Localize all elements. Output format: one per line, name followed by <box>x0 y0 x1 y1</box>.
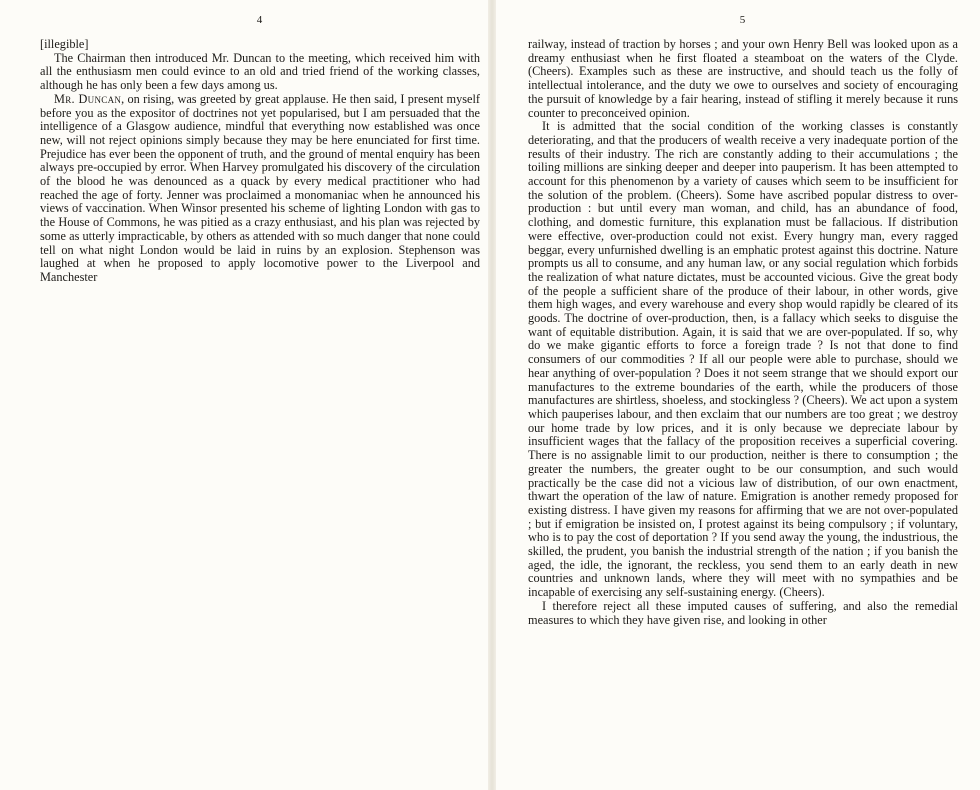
paragraph-gold-law: [illegible] <box>40 37 89 51</box>
page-number-right: 5 <box>739 14 747 26</box>
right-page-text <box>528 38 958 627</box>
paragraph-reject-causes: I therefore reject all these imputed causes of suffering, and also the remedial measures to which they have given rise, and looking in other <box>528 598 958 627</box>
page-number-left: 4 <box>256 14 264 26</box>
speaker-name: Mr. Duncan <box>54 91 122 106</box>
right-page <box>492 0 980 790</box>
left-page-text <box>40 38 480 285</box>
paragraph-chairman: The Chairman then introduced Mr. Duncan to the meeting, which received him with all the enthusiasm men could evince to an old and tried friend of the working classes, although he has only been a few days among us. <box>40 50 480 93</box>
paragraph-social-condition: It is admitted that the social condition of the working classes is constantly deteriorating, and that the producers of wealth receive a very inadequate portion of the results of their industry. The rich are constantly adding to their accumulations ; the toiling millions are sinking deeper and deeper into pauperism. It has been attempted to account for this phenomenon by a variety of causes which seem to be insufficient for the solution of the problem. (Cheers). Some have ascribed popular distress to over-production : but until every man woman, and child, has an abundance of food, clothing, and domestic furniture, this explanation must be fallacious. If distribution were effective, over-production could not exist. Every hungry man, every ragged beggar, every unfurnished dwelling is an emphatic protest against this doctrine. Nature prompts us all to consume, and any human law, or any social regulation which forbids the realization of what nature dictates, must be accounted vicious. Give the great body of the people a sufficient share of the produce of their labour, in other words, give them high wages, and every warehouse and every shop would rapidly be cleared of its goods. The doctrine of over-production, then, is a fallacy which seeks to disguise the want of equitable distribution. Again, it is said that we are over-populated. If so, why do we make gigantic efforts to force a foreign trade ? Is not that done to find consumers of our commodities ? If all our people were able to purchase, should we hear anything of over-population ? Does it not seem strange that we should export our manufactures to the extreme boundaries of the earth, while the producers of those manufactures are shirtless, shoeless, and stockingless ? (Cheers). We act upon a system which pauperises labour, and then exclaim that our numbers are too great ; we destroy our home trade by low prices, and it is only because we depreciate labour by insufficient wages that the fallacy of the proposition receives a superficial covering. There is no assignable limit to our production, neither is there to consumption ; the greater the numbers, the greater ought to be our consumption, and such would practically be the case did not a vicious law of distribution, of our own enactment, thwart the operation of the law of nature. Emigration is another remedy proposed for existing distress. I have given my reasons for affirming that we are not over-populated ; but if emigration be insisted on, I protest against its being compulsory ; if voluntary, who is to pay the cost of deportation ? If you send away the young, the industrious, the skilled, the prudent, you banish the industrial strength of the nation ; if you banish the aged, the idle, the ignorant, the reckless, you send them to an early death in new countries and unknown lands, where they will meet with no sympathies and be incapable of exercising any self-sustaining energy. (Cheers). <box>528 119 958 600</box>
paragraph-duncan-speech <box>40 93 480 285</box>
paragraph-continuation: railway, instead of traction by horses ; and your own Henry Bell was looked upon as a dreamy enthusiast when he first floated a steamboat on the waters of the Clyde. (Cheers). Examples such as these are instructive, and should teach us the folly of intellectual intolerance, and the duty we owe to ourselves and society of encouraging the pursuit of knowledge by a fair hearing, instead of stifling it merely because it runs counter to preconceived opinion. <box>528 37 958 120</box>
speech-text: , on rising, was greeted by great applause. He then said, I present myself before you as the expositor of doctrines not yet popularised, but I am persuaded that the intelligence of a Glasgow audience, mindful that everything now established was once new, will not reject opinions simply because they may be here enunciated for first time. Prejudice has ever been the opponent of truth, and the ground of mental enquiry has been always pre-occupied by error. When Harvey promulgated his discovery of the circulation of the blood he was denounced as a quack by every medical practitioner who had reached the age of forty. Jenner was proclaimed a monomaniac when he announced his views of vaccination. When Winsor presented his scheme of lighting London with gas to the House of Commons, he was pitied as a crazy enthusiast, and his plan was rejected by some as utterly impracticable, by others as attended with so much danger that none could tell on what night London would be laid in ruins by an explosion. Stephenson was laughed at when he proposed to apply locomotive power to the Liverpool and Manchester <box>40 91 480 284</box>
